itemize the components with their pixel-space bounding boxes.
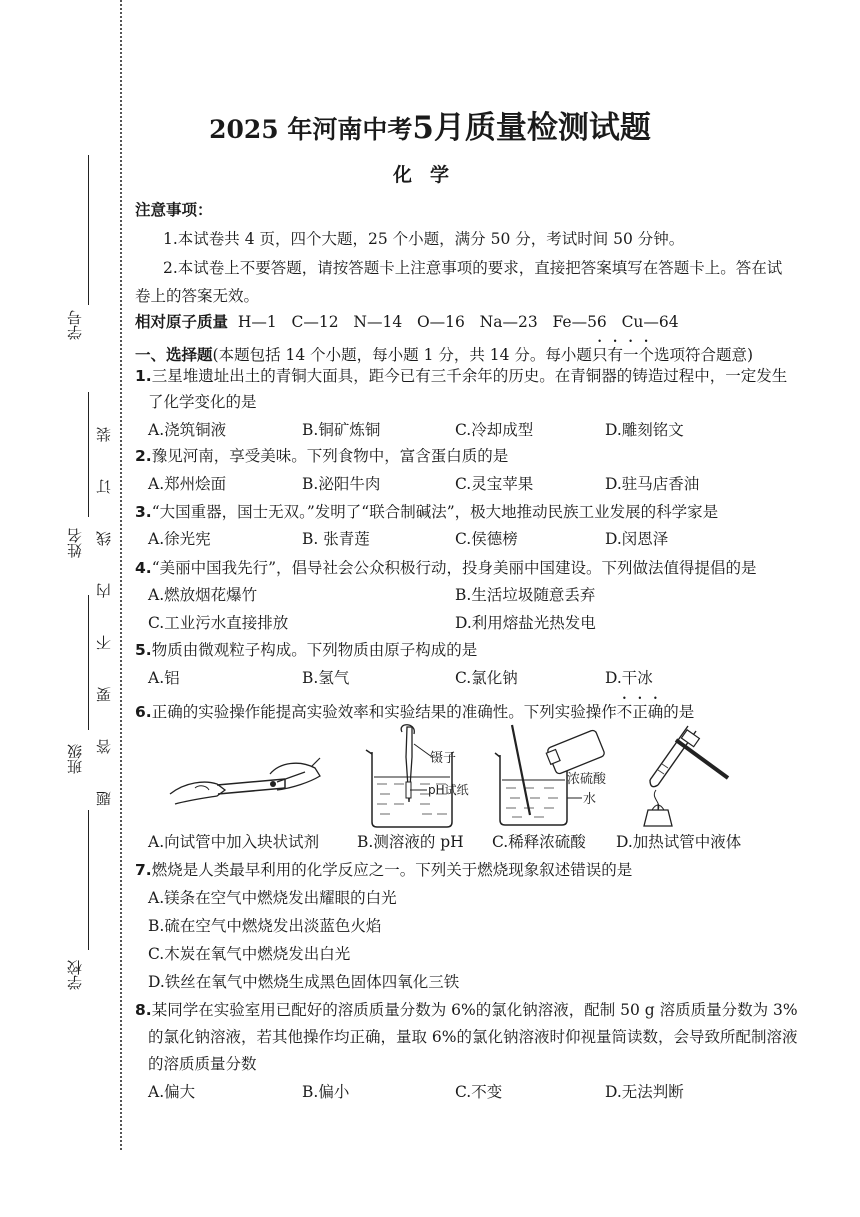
question-6	[135, 694, 694, 722]
q3-text: “大国重器，国士无双。”发明了“联合制碱法”，极大地推动民族工业发展的科学家是	[151, 503, 719, 521]
q4-text: “美丽中国我先行”，倡导社会公众积极行动，投身美丽中国建设。下列做法值得提倡的是	[151, 559, 757, 577]
q6-label-water: 水	[583, 792, 597, 807]
question-3	[135, 500, 718, 522]
q4-number: 4.	[135, 559, 152, 577]
q7-option-d: D.铁丝在氧气中燃烧生成黑色固体四氧化三铁	[148, 973, 460, 991]
q7-option-c: C.木炭在氧气中燃烧发出白光	[148, 945, 351, 963]
q3-number: 3.	[135, 503, 152, 521]
school-label: 学校	[66, 960, 84, 990]
q6-text-emph: 不正确	[616, 703, 664, 721]
q2-option-b: B.泌阳牛肉	[302, 475, 381, 493]
q2-number: 2.	[135, 447, 152, 465]
binding-warning: 题答要不内线订装	[95, 390, 113, 806]
q8-number: 8.	[135, 1001, 152, 1019]
q2-text: 豫见河南，享受美味。下列食物中，富含蛋白质的是	[151, 447, 509, 465]
q2-option-d: D.驻马店香油	[605, 475, 700, 493]
section1-header	[135, 337, 753, 365]
q7-option-a: A.镁条在空气中燃烧发出耀眼的白光	[148, 889, 397, 907]
q3-option-b: B. 张青莲	[302, 530, 370, 548]
exam-title	[0, 102, 860, 147]
q2-option-a: A.郑州烩面	[148, 475, 227, 493]
section1-desc-end: 选项符合题意)	[653, 346, 754, 364]
exam-title-main: 5月质量检测试题	[412, 110, 651, 146]
q3-option-d: D.闵恩泽	[605, 530, 669, 548]
q5-option-b: B.氢气	[302, 669, 350, 687]
question-4	[135, 556, 757, 578]
q7-number: 7.	[135, 861, 152, 879]
q5-option-d: D.干冰	[605, 669, 653, 687]
q4-option-b: B.生活垃圾随意丢弃	[455, 586, 596, 604]
section1-desc-emph: 只有一个	[591, 346, 654, 364]
q5-option-c: C.氯化钠	[455, 669, 518, 687]
student-id-label: 学号	[66, 310, 84, 340]
subject-title: 化学	[392, 164, 467, 186]
atomic-mass-values: H—1 C—12 N—14 O—16 Na—23 Fe—56 Cu—64	[237, 313, 679, 331]
atomic-mass-row	[135, 310, 679, 332]
name-label: 姓名	[66, 528, 84, 558]
q3-option-a: A.徐光宪	[148, 530, 211, 548]
q8-option-b: B.偏小	[302, 1083, 350, 1101]
notes-item-1: 1.本试卷共 4 页，四个大题，25 个小题，满分 50 分，考试时间 50 分钟。	[163, 230, 685, 248]
q8-option-d: D.无法判断	[605, 1083, 684, 1101]
q1-option-b: B.铜矿炼铜	[302, 421, 381, 439]
school-blank	[88, 810, 89, 950]
question-1-cont: 了化学变化的是	[148, 393, 257, 411]
q4-option-a: A.燃放烟花爆竹	[148, 586, 258, 604]
q4-option-d: D.利用熔盐光热发电	[455, 614, 596, 632]
q4-option-c: C.工业污水直接排放	[148, 614, 289, 632]
question-8-cont-1: 的氯化钠溶液，若其他操作均正确，量取 6%的氯化钠溶液时仰视量筒读数，会导致所配制溶液	[148, 1028, 798, 1046]
name-blank	[88, 392, 89, 517]
q5-number: 5.	[135, 641, 152, 659]
q1-text: 三星堆遗址出土的青铜大面具，距今已有三千余年的历史。在青铜器的铸造过程中，一定发生	[151, 367, 788, 385]
q6-label-ph-paper: pH试纸	[428, 783, 469, 797]
section1-desc: (本题包括 14 个小题，每小题 1 分，共 14 分。每小题	[212, 346, 592, 364]
q8-text: 某同学在实验室用已配好的溶质质量分数为 6%的氯化钠溶液，配制 50 g 溶质质量分数为 3%	[151, 1001, 798, 1019]
question-8	[135, 998, 798, 1020]
q6-text-end: 的是	[663, 703, 695, 721]
q1-option-c: C.冷却成型	[455, 421, 534, 439]
q1-option-d: D.雕刻铭文	[605, 421, 684, 439]
question-5	[135, 638, 477, 660]
q6-figure-c	[492, 720, 622, 830]
q5-text: 物质由微观粒子构成。下列物质由原子构成的是	[151, 641, 478, 659]
notes-item-2-cont: 卷上的答案无效。	[135, 287, 260, 305]
question-8-cont-2: 的溶质质量分数	[148, 1055, 257, 1073]
notes-heading: 注意事项：	[135, 201, 213, 219]
q6-option-c: C.稀释浓硫酸	[492, 833, 586, 851]
q6-text: 正确的实验操作能提高实验效率和实验结果的准确性。下列实验操作	[151, 703, 617, 721]
q7-option-b: B.硫在空气中燃烧发出淡蓝色火焰	[148, 917, 382, 935]
q6-option-d: D.加热试管中液体	[616, 833, 742, 851]
q8-option-c: C.不变	[455, 1083, 503, 1101]
q1-option-a: A.浇筑铜液	[148, 421, 227, 439]
q7-text: 燃烧是人类最早利用的化学反应之一。下列关于燃烧现象叙述错误的是	[151, 861, 633, 879]
q8-option-a: A.偏大	[148, 1083, 196, 1101]
exam-title-year: 2025 年河南中考	[209, 115, 413, 144]
q2-option-c: C.灵宝苹果	[455, 475, 534, 493]
q5-option-a: A.铝	[148, 669, 180, 687]
question-2	[135, 444, 508, 466]
q6-number: 6.	[135, 703, 152, 721]
class-blank	[88, 595, 89, 730]
q6-figure-d	[628, 718, 738, 830]
q6-label-acid: 浓硫酸	[567, 772, 607, 787]
q6-label-tweezers: 镊子	[430, 751, 457, 766]
section1-title: 一、选择题	[135, 346, 213, 364]
q1-number: 1.	[135, 367, 152, 385]
q3-option-c: C.侯德榜	[455, 530, 518, 548]
q6-option-b: B.测溶液的 pH	[357, 833, 464, 851]
question-1	[135, 364, 787, 386]
q6-option-a: A.向试管中加入块状试剂	[148, 833, 320, 851]
notes-item-2: 2.本试卷上不要答题，请按答题卡上注意事项的要求，直接把答案填写在答题卡上。答在试	[163, 259, 783, 277]
atomic-mass-label: 相对原子质量	[135, 313, 229, 331]
q6-figure-a	[165, 752, 325, 822]
class-label: 班级	[66, 744, 84, 774]
question-7	[135, 858, 632, 880]
q6-figure-b	[352, 722, 502, 832]
